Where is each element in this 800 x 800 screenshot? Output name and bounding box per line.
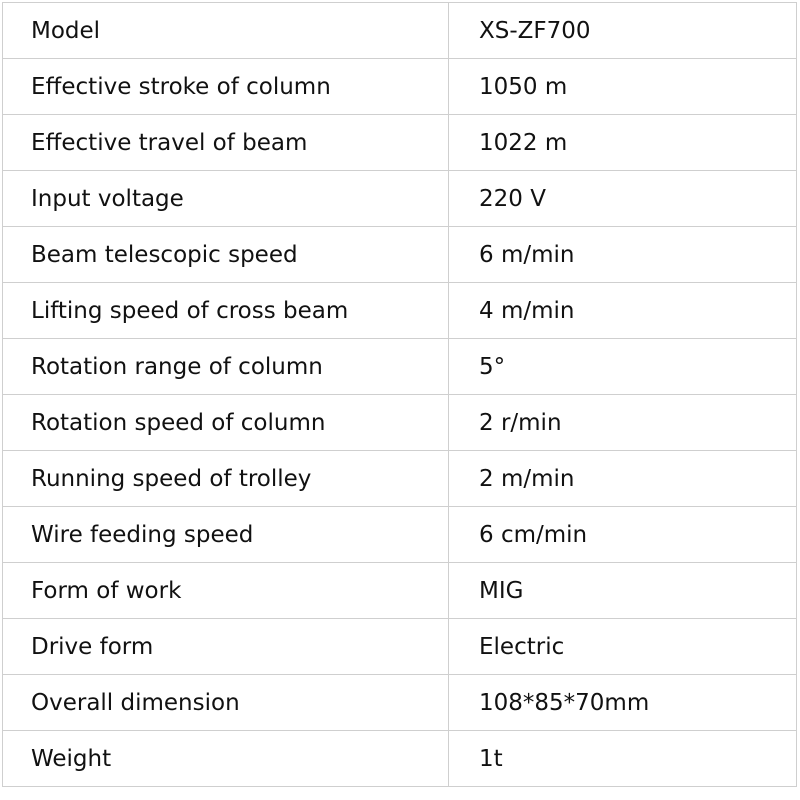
specification-table-body	[3, 3, 797, 787]
spec-label: Weight	[3, 731, 449, 787]
table-row	[3, 507, 797, 563]
spec-value: 5°	[449, 339, 797, 395]
spec-label: Lifting speed of cross beam	[3, 283, 449, 339]
table-row	[3, 451, 797, 507]
spec-value: 220 V	[449, 171, 797, 227]
table-row	[3, 283, 797, 339]
table-row	[3, 59, 797, 115]
spec-label: Effective travel of beam	[3, 115, 449, 171]
table-row	[3, 619, 797, 675]
spec-value: 6 cm/min	[449, 507, 797, 563]
table-row	[3, 731, 797, 787]
table-row	[3, 339, 797, 395]
spec-value: 1t	[449, 731, 797, 787]
spec-label: Input voltage	[3, 171, 449, 227]
spec-label: Rotation range of column	[3, 339, 449, 395]
spec-value: Electric	[449, 619, 797, 675]
table-row	[3, 563, 797, 619]
spec-label: Drive form	[3, 619, 449, 675]
spec-label: Overall dimension	[3, 675, 449, 731]
spec-value: 1022 m	[449, 115, 797, 171]
table-row	[3, 115, 797, 171]
spec-value: 108*85*70mm	[449, 675, 797, 731]
spec-value: 2 r/min	[449, 395, 797, 451]
table-row	[3, 3, 797, 59]
spec-value: 6 m/min	[449, 227, 797, 283]
table-row	[3, 675, 797, 731]
spec-label: Rotation speed of column	[3, 395, 449, 451]
table-row	[3, 171, 797, 227]
spec-value: 1050 m	[449, 59, 797, 115]
table-row	[3, 227, 797, 283]
spec-label: Wire feeding speed	[3, 507, 449, 563]
spec-value: 2 m/min	[449, 451, 797, 507]
spec-label: Beam telescopic speed	[3, 227, 449, 283]
spec-label: Form of work	[3, 563, 449, 619]
spec-value: MIG	[449, 563, 797, 619]
specification-table	[2, 2, 797, 787]
table-row	[3, 395, 797, 451]
spec-label: Effective stroke of column	[3, 59, 449, 115]
spec-label: Model	[3, 3, 449, 59]
spec-value: 4 m/min	[449, 283, 797, 339]
spec-label: Running speed of trolley	[3, 451, 449, 507]
spec-value: XS-ZF700	[449, 3, 797, 59]
